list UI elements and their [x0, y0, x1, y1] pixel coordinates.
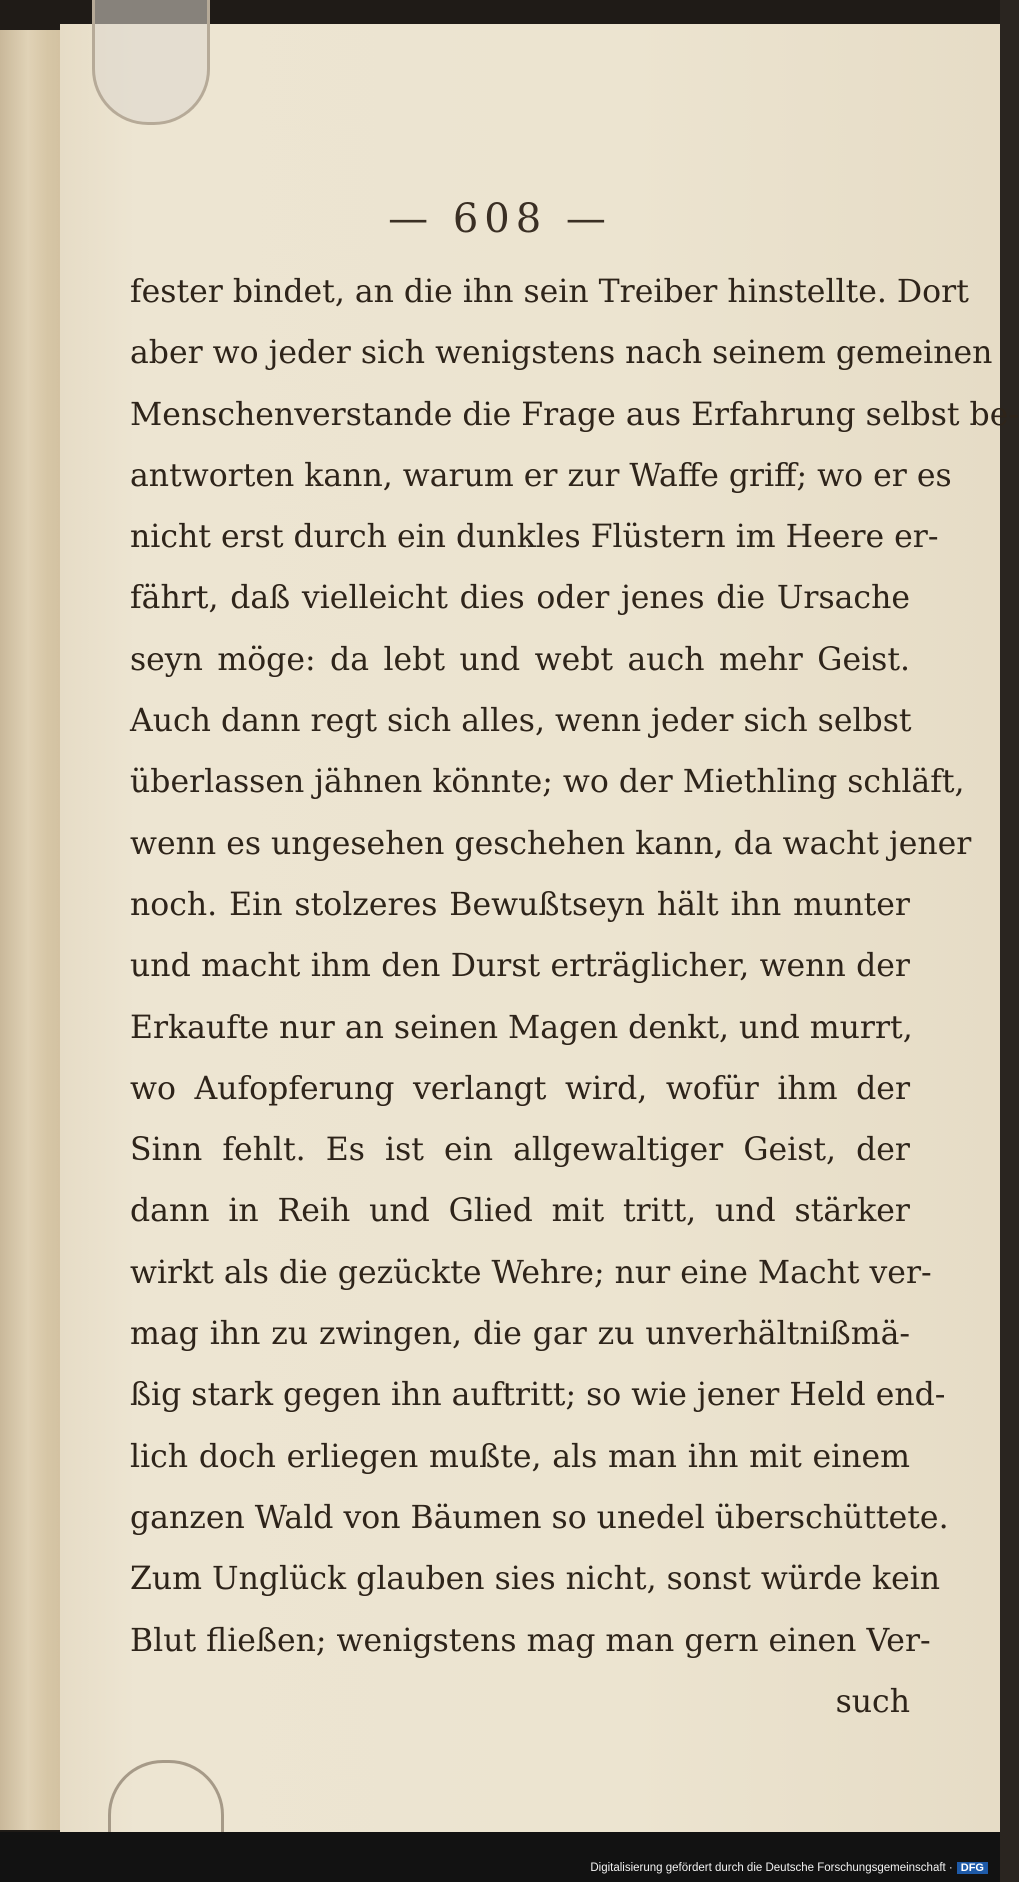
- text-line: seyn möge: da lebt und webt auch mehr Geist.: [130, 641, 910, 678]
- text-line: dann in Reih und Glied mit tritt, und stärker: [130, 1193, 910, 1230]
- dfg-logo: DFG: [957, 1862, 988, 1874]
- text-line: such: [835, 1683, 910, 1720]
- text-line: Sinn fehlt. Es ist ein allgewaltiger Geist, der: [130, 1132, 910, 1169]
- text-line: Blut fließen; wenigstens mag man gern einen Ver-: [130, 1622, 931, 1659]
- scan-bottom-strip: [0, 1832, 1000, 1882]
- text-line: fährt, daß vielleicht dies oder jenes die Ursache: [130, 580, 910, 617]
- digitization-credit: [590, 1862, 988, 1874]
- text-line: mag ihn zu zwingen, die gar zu unverhältnißmä-: [130, 1316, 910, 1353]
- body-text: [130, 262, 1019, 1733]
- text-line: lich doch erliegen mußte, als man ihn mit einem: [130, 1438, 910, 1475]
- text-line: ganzen Wald von Bäumen so unedel überschüttete.: [130, 1499, 949, 1536]
- text-line: antworten kann, warum er zur Waffe griff; wo er es: [130, 457, 952, 494]
- text-line: wenn es ungesehen geschehen kann, da wacht jener: [130, 825, 972, 862]
- page-number-header: — 608 —: [388, 196, 612, 242]
- text-line: Erkaufte nur an seinen Magen denkt, und murrt,: [130, 1009, 913, 1046]
- text-line: ßig stark gegen ihn auftritt; so wie jener Held end-: [130, 1377, 946, 1414]
- text-line: Auch dann regt sich alles, wenn jeder sich selbst: [130, 703, 912, 740]
- text-line: wirkt als die gezückte Wehre; nur eine Macht ver-: [130, 1254, 932, 1291]
- text-line: Zum Unglück glauben sies nicht, sonst würde kein: [130, 1561, 941, 1598]
- text-line: nicht erst durch ein dunkles Flüstern im Heere er-: [130, 519, 939, 556]
- text-line: überlassen jähnen könnte; wo der Miethling schläft,: [130, 764, 965, 801]
- page-clip-top: [92, 0, 210, 125]
- text-line: und macht ihm den Durst erträglicher, wenn der: [130, 948, 910, 985]
- text-line: wo Aufopferung verlangt wird, wofür ihm der: [130, 1070, 910, 1107]
- text-line: aber wo jeder sich wenigstens nach seinem gemeinen: [130, 335, 993, 372]
- credit-text: Digitalisierung gefördert durch die Deutsche Forschungsgemeinschaft ·: [590, 1862, 953, 1874]
- text-line: noch. Ein stolzeres Bewußtseyn hält ihn munter: [130, 886, 910, 923]
- text-line: Menschenverstande die Frage aus Erfahrung selbst be-: [130, 396, 1019, 433]
- text-line: fester bindet, an die ihn sein Treiber hinstellte. Dort: [130, 274, 969, 310]
